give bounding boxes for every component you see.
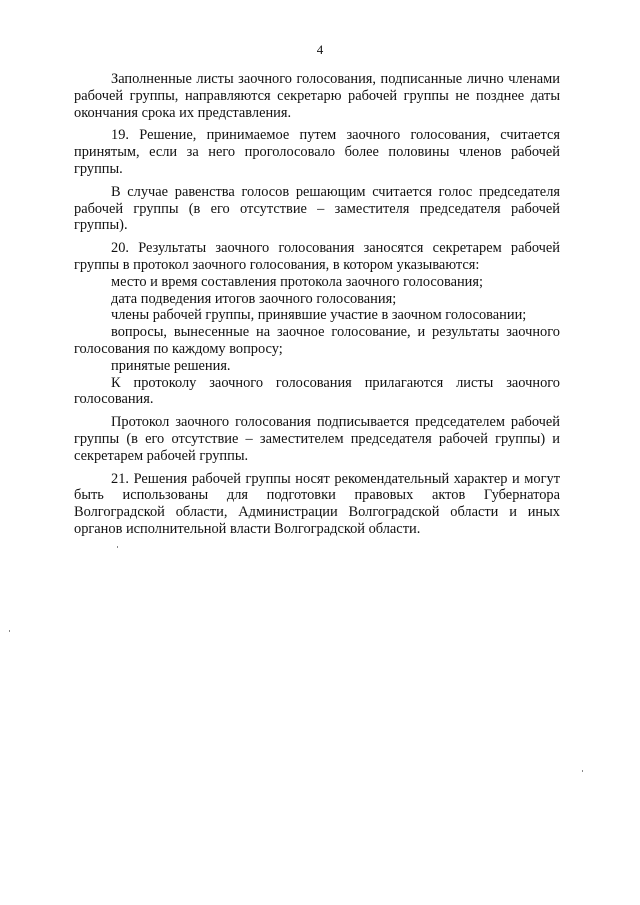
paragraph-tie-vote: В случае равенства голосов решающим считается голос председателя рабочей группы (в его отсутствие – заместителя председателя рабочей группы). [74, 183, 560, 234]
list-item-members: члены рабочей группы, принявшие участие в заочном голосовании; [111, 307, 527, 324]
list-item-date: дата подведения итогов заочного голосования; [111, 290, 397, 307]
list-item-place-time: место и время составления протокола заочного голосования; [111, 273, 483, 290]
paragraph-item-20: 20. Результаты заочного голосования заносятся секретарем рабочей группы в протокол заочного голосования, в котором указываются: [74, 240, 560, 273]
page-number: 4 [316, 42, 324, 57]
paragraph-protocol-signing: Протокол заочного голосования подписывается председателем рабочей группы (в его отсутствие – заместителем председателя рабочей группы) и секретарем рабочей группы. [74, 414, 560, 464]
paragraph-item-21: 21. Решения рабочей группы носят рекомендательный характер и могут быть использованы для подготовки правовых актов Губернатора Волгоградской области, Администрации Волгоградской области и иных органов исполнительной власти Волгоградской области. [74, 470, 560, 537]
list-item-questions: вопросы, вынесенные на заочное голосование, и результаты заочного голосования по каждому вопросу; [74, 324, 560, 357]
paragraph-item-19: 19. Решение, принимаемое путем заочного голосования, считается принятым, если за него проголосовало более половины членов рабочей группы. [74, 127, 560, 177]
document-body [74, 71, 560, 538]
scan-speck [582, 770, 583, 772]
scan-speck [9, 630, 10, 632]
paragraph-voting-sheets: Заполненные листы заочного голосования, подписанные лично членами рабочей группы, направляются секретарю рабочей группы не позднее даты окончания срока их представления. [74, 71, 560, 121]
list-item-decisions: принятые решения. [111, 357, 231, 374]
paragraph-attachments: К протоколу заочного голосования прилагаются листы заочного голосования. [74, 374, 560, 408]
scan-speck [117, 546, 118, 548]
